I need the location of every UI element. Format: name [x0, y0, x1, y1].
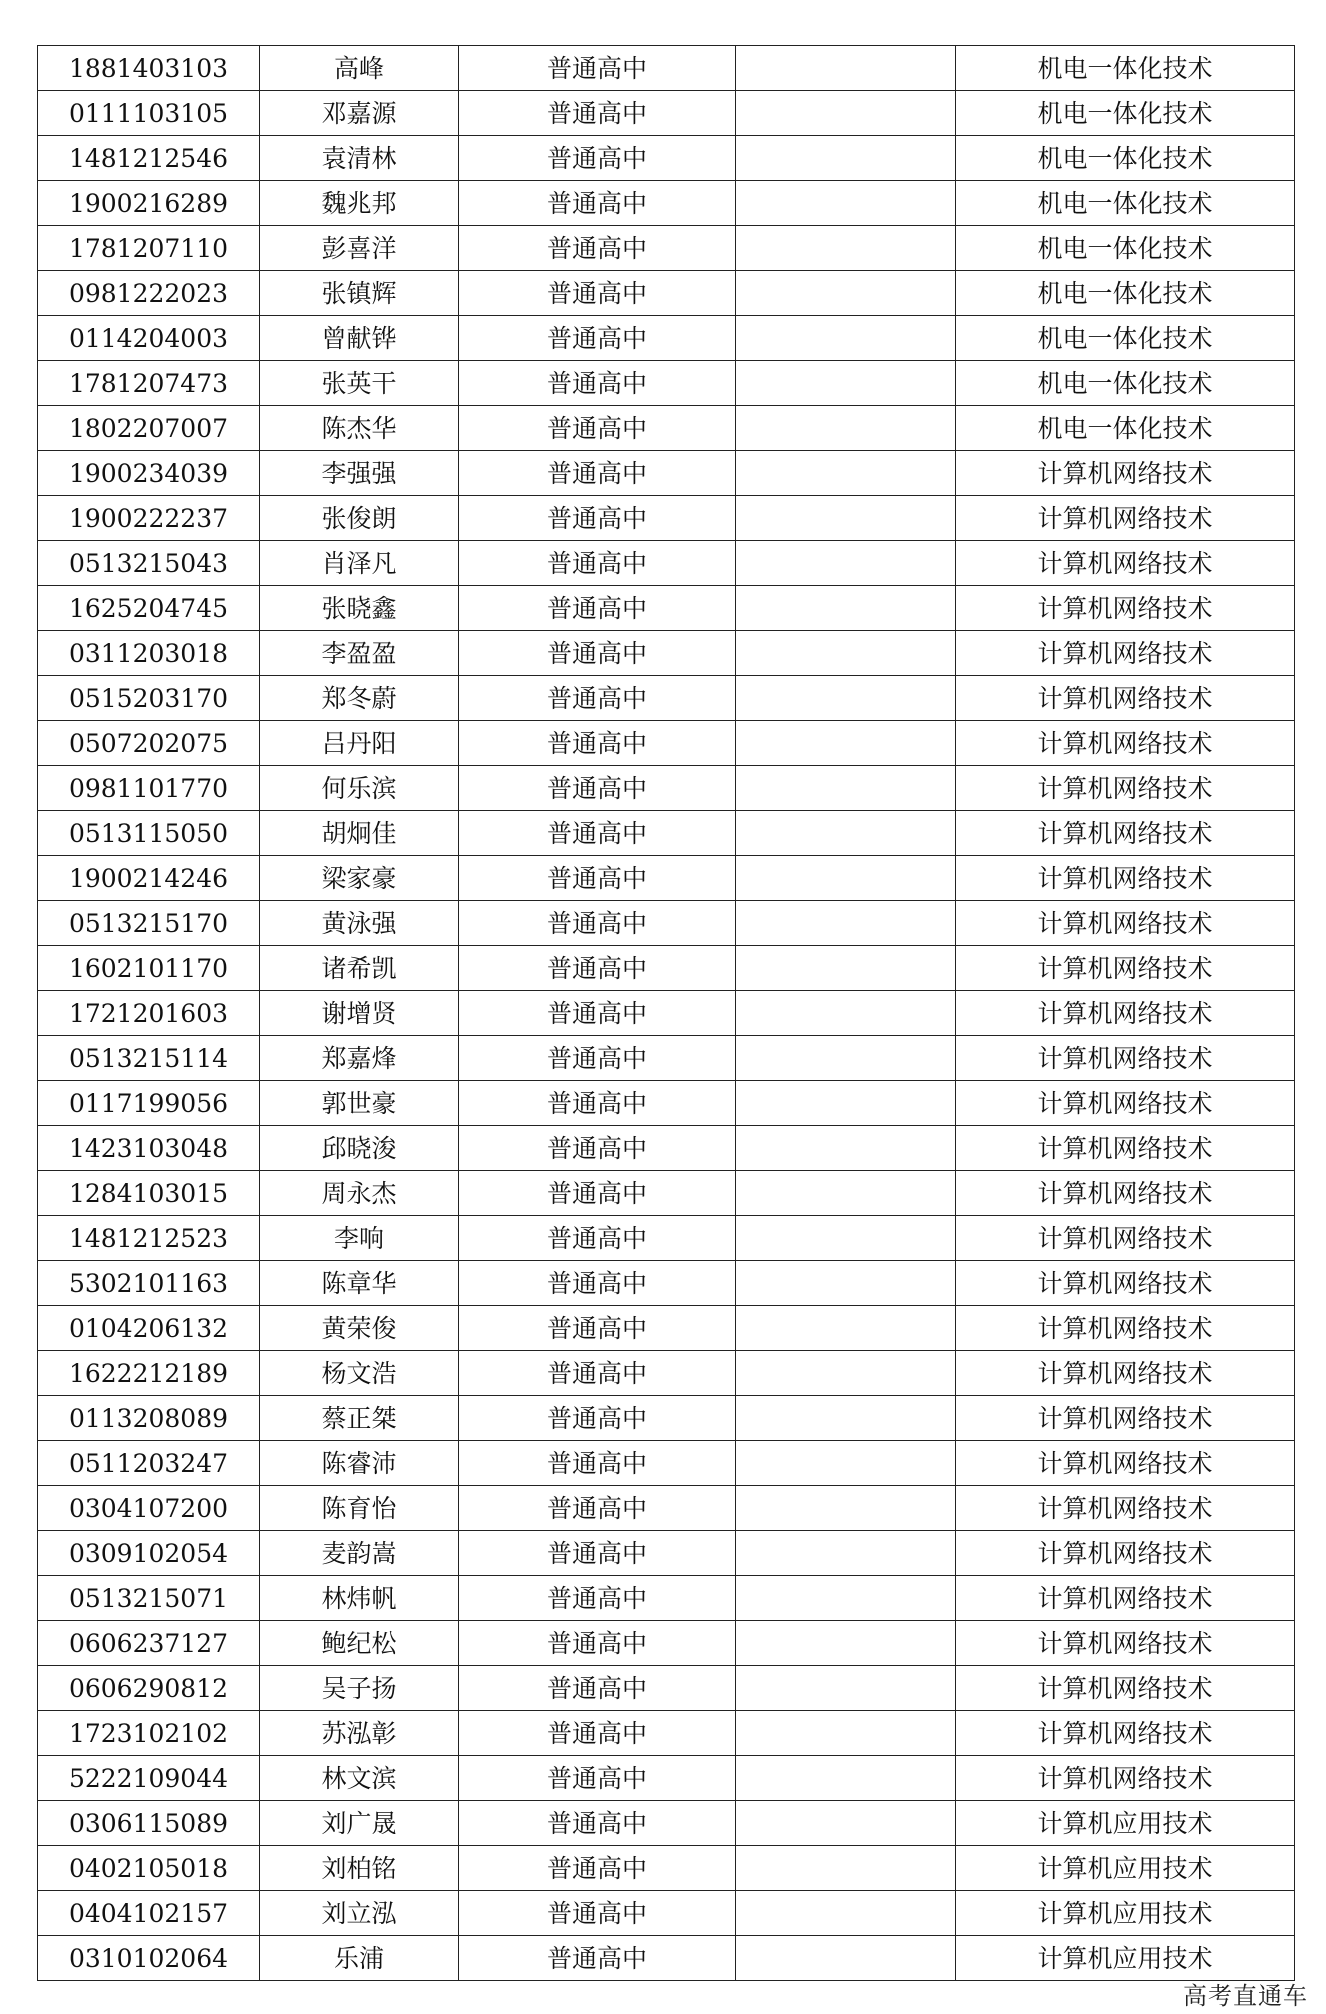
school-type-cell: 普通高中	[459, 766, 736, 811]
major-cell: 计算机应用技术	[956, 1801, 1295, 1846]
table-row	[38, 271, 1295, 316]
blank-cell	[736, 136, 956, 181]
student-name-cell: 诸希凯	[260, 946, 459, 991]
table-row	[38, 811, 1295, 856]
exam-number-cell: 0113208089	[38, 1396, 260, 1441]
student-name-cell: 苏泓彰	[260, 1711, 459, 1756]
exam-number-cell: 1481212546	[38, 136, 260, 181]
major-cell: 计算机网络技术	[956, 1621, 1295, 1666]
major-cell: 计算机网络技术	[956, 1036, 1295, 1081]
blank-cell	[736, 496, 956, 541]
major-cell: 计算机网络技术	[956, 1126, 1295, 1171]
table-row	[38, 1621, 1295, 1666]
exam-number-cell: 5222109044	[38, 1756, 260, 1801]
school-type-cell: 普通高中	[459, 1531, 736, 1576]
student-name-cell: 蔡正桀	[260, 1396, 459, 1441]
exam-number-cell: 1900216289	[38, 181, 260, 226]
school-type-cell: 普通高中	[459, 451, 736, 496]
exam-number-cell: 0404102157	[38, 1891, 260, 1936]
major-cell: 计算机网络技术	[956, 1396, 1295, 1441]
blank-cell	[736, 676, 956, 721]
student-name-cell: 吕丹阳	[260, 721, 459, 766]
major-cell: 计算机网络技术	[956, 1351, 1295, 1396]
table-row	[38, 361, 1295, 406]
exam-number-cell: 0513215170	[38, 901, 260, 946]
school-type-cell: 普通高中	[459, 991, 736, 1036]
blank-cell	[736, 631, 956, 676]
major-cell: 计算机网络技术	[956, 1216, 1295, 1261]
major-cell: 计算机网络技术	[956, 1666, 1295, 1711]
exam-number-cell: 0507202075	[38, 721, 260, 766]
student-name-cell: 邱晓浚	[260, 1126, 459, 1171]
exam-number-cell: 0114204003	[38, 316, 260, 361]
table-row	[38, 991, 1295, 1036]
exam-number-cell: 1481212523	[38, 1216, 260, 1261]
major-cell: 机电一体化技术	[956, 136, 1295, 181]
blank-cell	[736, 1666, 956, 1711]
major-cell: 计算机网络技术	[956, 721, 1295, 766]
exam-number-cell: 0117199056	[38, 1081, 260, 1126]
exam-number-cell: 0513115050	[38, 811, 260, 856]
exam-number-cell: 0515203170	[38, 676, 260, 721]
major-cell: 机电一体化技术	[956, 316, 1295, 361]
school-type-cell: 普通高中	[459, 631, 736, 676]
exam-number-cell: 1284103015	[38, 1171, 260, 1216]
blank-cell	[736, 1036, 956, 1081]
table-row	[38, 1351, 1295, 1396]
student-name-cell: 李响	[260, 1216, 459, 1261]
blank-cell	[736, 856, 956, 901]
student-name-cell: 乐浦	[260, 1936, 459, 1981]
exam-number-cell: 0104206132	[38, 1306, 260, 1351]
blank-cell	[736, 766, 956, 811]
table-row	[38, 1711, 1295, 1756]
student-name-cell: 邓嘉源	[260, 91, 459, 136]
school-type-cell: 普通高中	[459, 901, 736, 946]
major-cell: 计算机网络技术	[956, 946, 1295, 991]
blank-cell	[736, 901, 956, 946]
watermark: 高考直通车	[1183, 1982, 1308, 2010]
school-type-cell: 普通高中	[459, 1756, 736, 1801]
blank-cell	[736, 1711, 956, 1756]
table-row	[38, 901, 1295, 946]
blank-cell	[736, 1306, 956, 1351]
school-type-cell: 普通高中	[459, 856, 736, 901]
school-type-cell: 普通高中	[459, 136, 736, 181]
school-type-cell: 普通高中	[459, 1801, 736, 1846]
table-row	[38, 586, 1295, 631]
major-cell: 机电一体化技术	[956, 406, 1295, 451]
blank-cell	[736, 226, 956, 271]
table-body	[38, 46, 1295, 1981]
table-row	[38, 451, 1295, 496]
table-row	[38, 631, 1295, 676]
exam-number-cell: 0309102054	[38, 1531, 260, 1576]
blank-cell	[736, 181, 956, 226]
exam-number-cell: 1423103048	[38, 1126, 260, 1171]
blank-cell	[736, 1576, 956, 1621]
exam-number-cell: 1900234039	[38, 451, 260, 496]
blank-cell	[736, 1891, 956, 1936]
table-row	[38, 1036, 1295, 1081]
blank-cell	[736, 1351, 956, 1396]
student-name-cell: 鲍纪松	[260, 1621, 459, 1666]
blank-cell	[736, 1081, 956, 1126]
table-row	[38, 181, 1295, 226]
table-row	[38, 856, 1295, 901]
school-type-cell: 普通高中	[459, 496, 736, 541]
school-type-cell: 普通高中	[459, 946, 736, 991]
student-name-cell: 曾献铧	[260, 316, 459, 361]
student-name-cell: 周永杰	[260, 1171, 459, 1216]
student-name-cell: 何乐滨	[260, 766, 459, 811]
blank-cell	[736, 361, 956, 406]
table-row	[38, 1576, 1295, 1621]
student-name-cell: 郭世豪	[260, 1081, 459, 1126]
student-name-cell: 彭喜洋	[260, 226, 459, 271]
exam-number-cell: 0606237127	[38, 1621, 260, 1666]
exam-number-cell: 0981222023	[38, 271, 260, 316]
exam-number-cell: 0606290812	[38, 1666, 260, 1711]
blank-cell	[736, 1846, 956, 1891]
exam-number-cell: 1721201603	[38, 991, 260, 1036]
student-name-cell: 梁家豪	[260, 856, 459, 901]
exam-number-cell: 1802207007	[38, 406, 260, 451]
school-type-cell: 普通高中	[459, 1486, 736, 1531]
student-name-cell: 张晓鑫	[260, 586, 459, 631]
school-type-cell: 普通高中	[459, 1396, 736, 1441]
major-cell: 机电一体化技术	[956, 361, 1295, 406]
blank-cell	[736, 1216, 956, 1261]
major-cell: 计算机网络技术	[956, 991, 1295, 1036]
table-row	[38, 1216, 1295, 1261]
exam-number-cell: 0513215114	[38, 1036, 260, 1081]
student-name-cell: 陈杰华	[260, 406, 459, 451]
exam-number-cell: 1723102102	[38, 1711, 260, 1756]
exam-number-cell: 0402105018	[38, 1846, 260, 1891]
major-cell: 计算机网络技术	[956, 1441, 1295, 1486]
table-row	[38, 1756, 1295, 1801]
major-cell: 机电一体化技术	[956, 46, 1295, 91]
table-row	[38, 1666, 1295, 1711]
table-row	[38, 46, 1295, 91]
student-name-cell: 杨文浩	[260, 1351, 459, 1396]
student-name-cell: 陈章华	[260, 1261, 459, 1306]
major-cell: 计算机网络技术	[956, 1171, 1295, 1216]
table-row	[38, 1936, 1295, 1981]
table-row	[38, 406, 1295, 451]
major-cell: 计算机网络技术	[956, 496, 1295, 541]
exam-number-cell: 5302101163	[38, 1261, 260, 1306]
school-type-cell: 普通高中	[459, 406, 736, 451]
school-type-cell: 普通高中	[459, 316, 736, 361]
blank-cell	[736, 451, 956, 496]
blank-cell	[736, 1936, 956, 1981]
major-cell: 机电一体化技术	[956, 271, 1295, 316]
exam-number-cell: 0310102064	[38, 1936, 260, 1981]
major-cell: 计算机应用技术	[956, 1846, 1295, 1891]
table-row	[38, 91, 1295, 136]
student-name-cell: 郑嘉烽	[260, 1036, 459, 1081]
school-type-cell: 普通高中	[459, 676, 736, 721]
student-name-cell: 郑冬蔚	[260, 676, 459, 721]
school-type-cell: 普通高中	[459, 541, 736, 586]
student-name-cell: 谢增贤	[260, 991, 459, 1036]
table-row	[38, 1081, 1295, 1126]
major-cell: 计算机网络技术	[956, 811, 1295, 856]
exam-number-cell: 0311203018	[38, 631, 260, 676]
table-row	[38, 1801, 1295, 1846]
exam-number-cell: 1900214246	[38, 856, 260, 901]
school-type-cell: 普通高中	[459, 1306, 736, 1351]
student-name-cell: 张镇辉	[260, 271, 459, 316]
student-name-cell: 胡炯佳	[260, 811, 459, 856]
blank-cell	[736, 1486, 956, 1531]
major-cell: 计算机网络技术	[956, 676, 1295, 721]
table-row	[38, 1171, 1295, 1216]
student-name-cell: 黄荣俊	[260, 1306, 459, 1351]
exam-number-cell: 0513215043	[38, 541, 260, 586]
table-row	[38, 676, 1295, 721]
exam-number-cell: 0981101770	[38, 766, 260, 811]
table-row	[38, 1846, 1295, 1891]
exam-number-cell: 0111103105	[38, 91, 260, 136]
blank-cell	[736, 811, 956, 856]
exam-number-cell: 1602101170	[38, 946, 260, 991]
blank-cell	[736, 1756, 956, 1801]
school-type-cell: 普通高中	[459, 586, 736, 631]
table-row	[38, 226, 1295, 271]
exam-number-cell: 0306115089	[38, 1801, 260, 1846]
exam-number-cell: 0511203247	[38, 1441, 260, 1486]
table-row	[38, 136, 1295, 181]
student-name-cell: 肖泽凡	[260, 541, 459, 586]
table-row	[38, 1396, 1295, 1441]
school-type-cell: 普通高中	[459, 1576, 736, 1621]
exam-number-cell: 1781207473	[38, 361, 260, 406]
major-cell: 计算机网络技术	[956, 1576, 1295, 1621]
blank-cell	[736, 946, 956, 991]
blank-cell	[736, 1396, 956, 1441]
exam-number-cell: 0513215071	[38, 1576, 260, 1621]
student-table	[37, 45, 1295, 1981]
school-type-cell: 普通高中	[459, 1711, 736, 1756]
table-row	[38, 1441, 1295, 1486]
exam-number-cell: 1622212189	[38, 1351, 260, 1396]
student-name-cell: 刘柏铭	[260, 1846, 459, 1891]
school-type-cell: 普通高中	[459, 91, 736, 136]
blank-cell	[736, 1441, 956, 1486]
exam-number-cell: 0304107200	[38, 1486, 260, 1531]
school-type-cell: 普通高中	[459, 721, 736, 766]
school-type-cell: 普通高中	[459, 1036, 736, 1081]
blank-cell	[736, 991, 956, 1036]
student-name-cell: 麦韵嵩	[260, 1531, 459, 1576]
student-name-cell: 李强强	[260, 451, 459, 496]
table-row	[38, 316, 1295, 361]
student-name-cell: 林文滨	[260, 1756, 459, 1801]
student-name-cell: 张英干	[260, 361, 459, 406]
school-type-cell: 普通高中	[459, 1216, 736, 1261]
table-row	[38, 1531, 1295, 1576]
table-row	[38, 721, 1295, 766]
major-cell: 计算机网络技术	[956, 1486, 1295, 1531]
blank-cell	[736, 721, 956, 766]
major-cell: 计算机应用技术	[956, 1936, 1295, 1981]
student-name-cell: 陈育怡	[260, 1486, 459, 1531]
admission-list	[37, 45, 1295, 1981]
student-name-cell: 黄泳强	[260, 901, 459, 946]
school-type-cell: 普通高中	[459, 1621, 736, 1666]
major-cell: 计算机网络技术	[956, 1081, 1295, 1126]
blank-cell	[736, 271, 956, 316]
school-type-cell: 普通高中	[459, 1171, 736, 1216]
school-type-cell: 普通高中	[459, 1441, 736, 1486]
school-type-cell: 普通高中	[459, 1666, 736, 1711]
blank-cell	[736, 1171, 956, 1216]
student-name-cell: 袁清林	[260, 136, 459, 181]
school-type-cell: 普通高中	[459, 1846, 736, 1891]
major-cell: 计算机网络技术	[956, 856, 1295, 901]
major-cell: 计算机网络技术	[956, 1261, 1295, 1306]
blank-cell	[736, 316, 956, 361]
major-cell: 机电一体化技术	[956, 181, 1295, 226]
school-type-cell: 普通高中	[459, 46, 736, 91]
major-cell: 计算机网络技术	[956, 451, 1295, 496]
blank-cell	[736, 91, 956, 136]
blank-cell	[736, 1531, 956, 1576]
school-type-cell: 普通高中	[459, 1351, 736, 1396]
major-cell: 计算机网络技术	[956, 1306, 1295, 1351]
exam-number-cell: 1781207110	[38, 226, 260, 271]
major-cell: 机电一体化技术	[956, 91, 1295, 136]
blank-cell	[736, 406, 956, 451]
major-cell: 计算机网络技术	[956, 631, 1295, 676]
student-name-cell: 李盈盈	[260, 631, 459, 676]
student-name-cell: 高峰	[260, 46, 459, 91]
student-name-cell: 刘立泓	[260, 1891, 459, 1936]
student-name-cell: 张俊朗	[260, 496, 459, 541]
table-row	[38, 541, 1295, 586]
table-row	[38, 1306, 1295, 1351]
table-row	[38, 1126, 1295, 1171]
major-cell: 计算机网络技术	[956, 541, 1295, 586]
blank-cell	[736, 1801, 956, 1846]
student-name-cell: 刘广晟	[260, 1801, 459, 1846]
table-row	[38, 496, 1295, 541]
exam-number-cell: 1900222237	[38, 496, 260, 541]
blank-cell	[736, 1261, 956, 1306]
major-cell: 计算机应用技术	[956, 1891, 1295, 1936]
blank-cell	[736, 1621, 956, 1666]
school-type-cell: 普通高中	[459, 181, 736, 226]
school-type-cell: 普通高中	[459, 1126, 736, 1171]
school-type-cell: 普通高中	[459, 226, 736, 271]
table-row	[38, 1891, 1295, 1936]
school-type-cell: 普通高中	[459, 1936, 736, 1981]
school-type-cell: 普通高中	[459, 1081, 736, 1126]
student-name-cell: 陈睿沛	[260, 1441, 459, 1486]
school-type-cell: 普通高中	[459, 271, 736, 316]
blank-cell	[736, 46, 956, 91]
major-cell: 计算机网络技术	[956, 1531, 1295, 1576]
school-type-cell: 普通高中	[459, 811, 736, 856]
blank-cell	[736, 586, 956, 631]
table-row	[38, 1261, 1295, 1306]
major-cell: 计算机网络技术	[956, 1756, 1295, 1801]
student-name-cell: 吴子扬	[260, 1666, 459, 1711]
table-row	[38, 1486, 1295, 1531]
major-cell: 机电一体化技术	[956, 226, 1295, 271]
blank-cell	[736, 1126, 956, 1171]
school-type-cell: 普通高中	[459, 1261, 736, 1306]
student-name-cell: 林炜帆	[260, 1576, 459, 1621]
blank-cell	[736, 541, 956, 586]
exam-number-cell: 1625204745	[38, 586, 260, 631]
table-row	[38, 766, 1295, 811]
major-cell: 计算机网络技术	[956, 1711, 1295, 1756]
school-type-cell: 普通高中	[459, 1891, 736, 1936]
table-row	[38, 946, 1295, 991]
exam-number-cell: 1881403103	[38, 46, 260, 91]
school-type-cell: 普通高中	[459, 361, 736, 406]
major-cell: 计算机网络技术	[956, 586, 1295, 631]
major-cell: 计算机网络技术	[956, 766, 1295, 811]
major-cell: 计算机网络技术	[956, 901, 1295, 946]
student-name-cell: 魏兆邦	[260, 181, 459, 226]
